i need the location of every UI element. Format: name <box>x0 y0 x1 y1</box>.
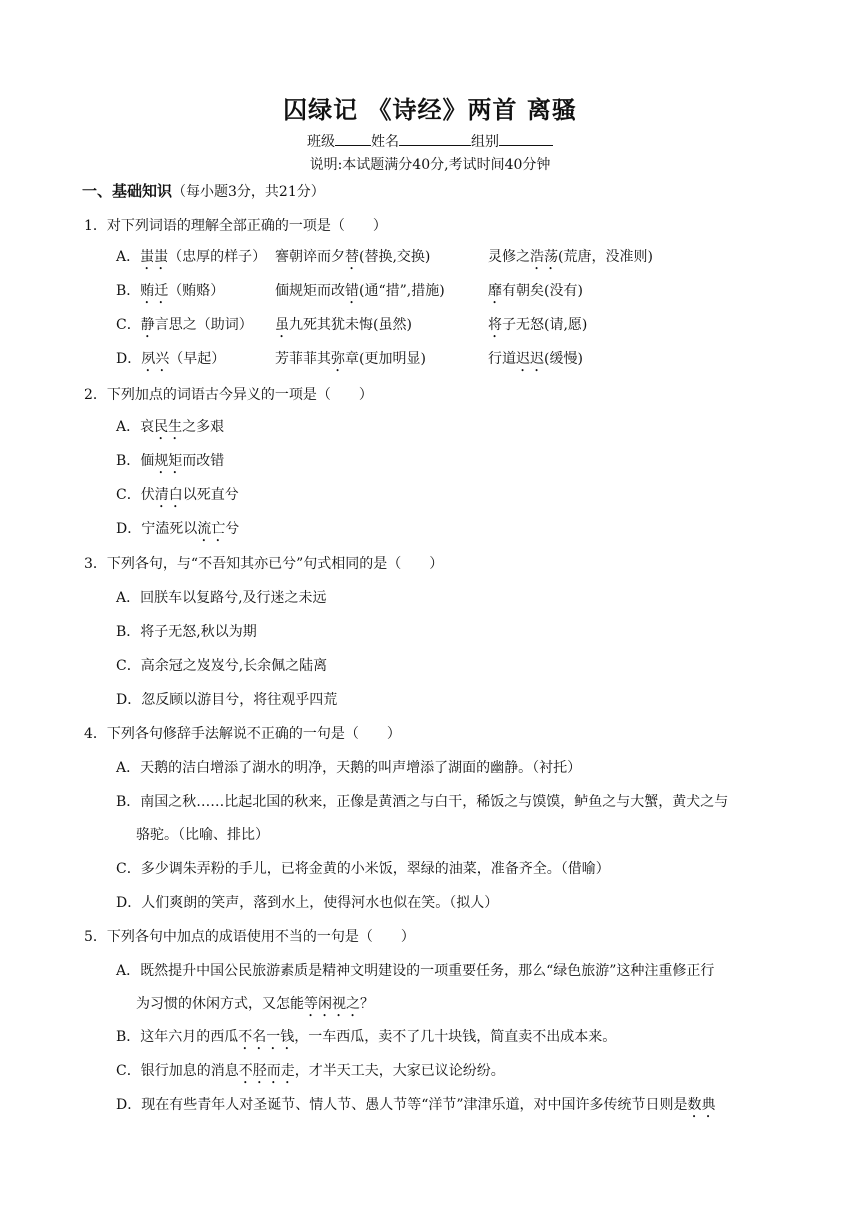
question-1-stem: 1．对下列词语的理解全部正确的一项是（ ） <box>84 218 387 234</box>
name-label: 姓名 <box>371 134 399 150</box>
q3-option-b[interactable]: B．将子无怒,秋以为期 <box>116 624 257 640</box>
question-2-stem: 2．下列加点的词语古今异义的一项是（ ） <box>84 387 373 403</box>
q1-option-c-part2: 虽九死其犹未悔(虽然) <box>275 317 412 333</box>
exam-note: 说明:本试题满分40分,考试时间40分钟 <box>309 157 551 173</box>
q1-option-b[interactable]: B．贿迁（贿赂） <box>116 283 225 299</box>
class-blank[interactable] <box>335 132 371 146</box>
q4-option-c[interactable]: C．多少调朱弄粉的手儿，已将金黄的小米饭，翠绿的油菜，准备齐全。（借喻） <box>116 861 610 877</box>
q1-option-d-part2: 芳菲菲其弥章(更加明显) <box>275 351 426 367</box>
q4-option-d[interactable]: D．人们爽朗的笑声，落到水上，使得河水也似在笑。（拟人） <box>116 895 499 911</box>
section-heading <box>82 180 325 201</box>
q2-option-b[interactable]: B．偭规矩而改错 <box>116 453 225 469</box>
q1-option-a-part2: 謇朝谇而夕替(替换,交换) <box>275 249 431 265</box>
q1-option-d[interactable]: D．夙兴（早起） <box>116 351 226 367</box>
q2-option-d[interactable]: D．宁溘死以流亡兮 <box>116 521 240 537</box>
q5-option-c[interactable]: C．银行加息的消息不胫而走，才半天工夫，大家已议论纷纷。 <box>116 1063 505 1079</box>
q5-option-a-continued: 为习惯的休闲方式，又怎能等闲视之？ <box>136 996 374 1012</box>
q4-option-a[interactable]: A．天鹅的洁白增添了湖水的明净，天鹅的叫声增添了湖面的幽静。（衬托） <box>116 760 582 776</box>
q5-option-b[interactable]: B．这年六月的西瓜不名一钱，一车西瓜，卖不了几十块钱，简直卖不出成本来。 <box>116 1029 617 1045</box>
class-label: 班级 <box>307 134 335 150</box>
group-blank[interactable] <box>499 132 553 146</box>
q1-option-d-part3: 行道迟迟(缓慢) <box>488 351 583 367</box>
q4-option-b-continued: 骆驼。（比喻、排比） <box>136 827 269 843</box>
question-5-stem: 5．下列各句中加点的成语使用不当的一句是（ ） <box>84 929 415 945</box>
q1-option-a[interactable]: A．蚩蚩（忠厚的样子） <box>116 249 267 265</box>
q2-option-a[interactable]: A．哀民生之多艰 <box>116 419 225 435</box>
q1-option-a-part3: 灵修之浩荡(荒唐，没准则) <box>488 249 653 265</box>
name-blank[interactable] <box>399 132 471 146</box>
q1-option-b-part3: 靡有朝矣(没有) <box>488 283 583 299</box>
question-3-stem: 3．下列各句，与“不吾知其亦已兮”句式相同的是（ ） <box>84 556 444 572</box>
group-label: 组别 <box>471 134 499 150</box>
q4-option-b[interactable]: B．南国之秋……比起北国的秋来，正像是黄酒之与白干，稀饭之与馍馍，鲈鱼之与大蟹，黄犬之与 <box>116 794 729 810</box>
section-subtitle: （每小题3分，共21分） <box>172 184 325 200</box>
q1-option-b-part2: 偭规矩而改错(通“措”,措施) <box>275 283 445 299</box>
student-info <box>0 131 860 151</box>
q1-option-c-part3: 将子无怒(请,愿) <box>488 317 588 333</box>
section-title: 一、基础知识 <box>82 182 173 200</box>
q3-option-c[interactable]: C．高余冠之岌岌兮,长余佩之陆离 <box>116 658 328 674</box>
question-4-stem: 4．下列各句修辞手法解说不正确的一句是（ ） <box>84 726 401 742</box>
q5-option-a[interactable]: A．既然提升中国公民旅游素质是精神文明建设的一项重要任务，那么“绿色旅游”这种注重修正行 <box>116 963 715 979</box>
page-title: 囚绿记 《诗经》两首 离骚 <box>283 95 577 124</box>
q2-option-c[interactable]: C．伏清白以死直兮 <box>116 487 239 503</box>
q3-option-a[interactable]: A．回朕车以复路兮,及行迷之未远 <box>116 590 327 606</box>
q1-option-c[interactable]: C．静言思之（助词） <box>116 317 253 333</box>
q3-option-d[interactable]: D．忽反顾以游目兮，将往观乎四荒 <box>116 692 338 708</box>
q5-option-d[interactable]: D．现在有些青年人对圣诞节、情人节、愚人节等“洋节”津津乐道，对中国许多传统节日则是数典 <box>116 1097 716 1113</box>
